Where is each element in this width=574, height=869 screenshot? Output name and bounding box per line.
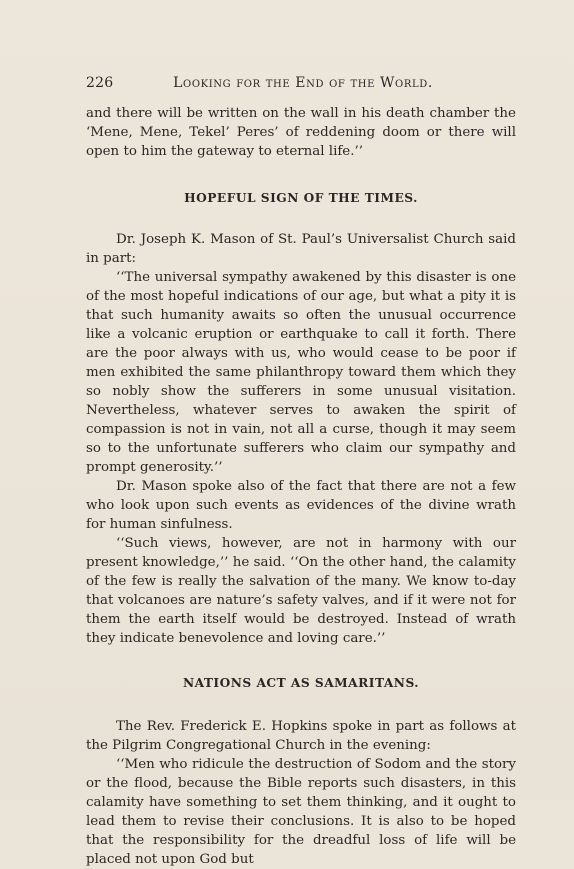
paragraph-mason-views: ‘‘Such views, however, are not in harmony with our present knowledge,’’ he said. ‘‘On the other hand, the calamity of the few is really the salvation of the many. We know to-day that volcanoes are nature’s safety valves, and if it were not for them the earth itself would be destroyed. Instead of wrath they indicate benevolence and loving care.’’ xyxy=(86,536,516,646)
page-body xyxy=(86,104,516,869)
paragraph-hopkins-quote: ‘‘Men who ridicule the destruction of Sodom and the story or the flood, because the Bible reports such disasters, in this calamity have something to set them thinking, and it ought to lead them to revise their conclusions. It is also to be hoped that the responsibility for the dreadful loss of life will be placed not upon God but xyxy=(86,757,516,867)
paragraph-mason-wrath: Dr. Mason spoke also of the fact that there are not a few who look upon such events as evidences of the divine wrath for human sinfulness. xyxy=(86,479,516,532)
section-heading-nations-act: NATIONS ACT AS SAMARITANS. xyxy=(182,676,420,690)
paragraph-hopkins-intro: The Rev. Frederick E. Hopkins spoke in part as follows at the Pilgrim Congregational Church in the evening: xyxy=(86,719,516,753)
section-heading-hopeful-sign: HOPEFUL SIGN OF THE TIMES. xyxy=(184,191,418,205)
paragraph-continuation: and there will be written on the wall in his death chamber the ‘Mene, Mene, Tekel’ Peres’ of reddening doom or there will open to him the gateway to eternal life.’’ xyxy=(86,106,516,159)
paragraph-mason-quote: ‘‘The universal sympathy awakened by this disaster is one of the most hopeful indications of our age, but what a pity it is that such humanity awaits so often the unusual occurrence like a volcanic eruption or earthquake to call it forth. There are the poor always with us, who would cease to be poor if men exhibited the same philanthropy toward them which they so nobly show the sufferers in some unusual visitation. Nevertheless, whatever serves to awaken the spirit of compassion is not in vain, not all a curse, though it may seem so to the unfortunate sufferers who claim our sympathy and prompt generosity.’’ xyxy=(86,270,516,475)
running-title: Looking for the End of the World. xyxy=(173,75,433,91)
page-number: 226 xyxy=(86,75,114,91)
paragraph-mason-intro: Dr. Joseph K. Mason of St. Paul’s Universalist Church said in part: xyxy=(86,232,516,266)
